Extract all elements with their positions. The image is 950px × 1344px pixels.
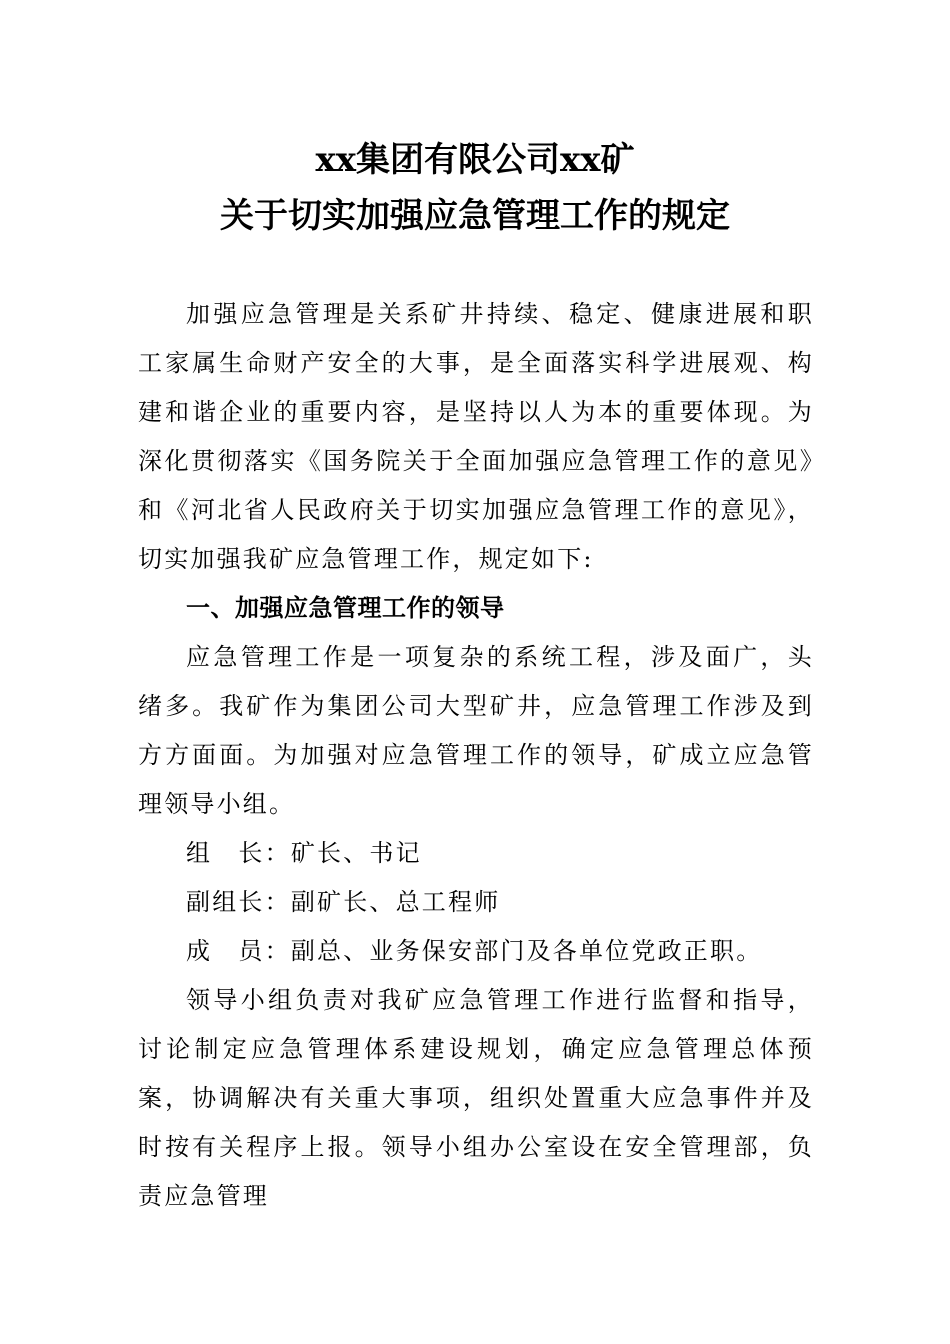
member-row-leader: [138, 829, 814, 878]
section-1-paragraph-2: 领导小组负责对我矿应急管理工作进行监督和指导，讨论制定应急管理体系建设规划，确定应急管理总体预案，协调解决有关重大事项，组织处置重大应急事件并及时按有关程序上报。领导小组办公室设在安全管理部，负责应急管理: [138, 986, 814, 1210]
member-row-deputy-leader: [138, 878, 814, 927]
section-1-heading: 一、加强应急管理工作的领导: [186, 594, 505, 622]
section-1-paragraph-1: 应急管理工作是一项复杂的系统工程，涉及面广，头绪多。我矿作为集团公司大型矿井，应急管理工作涉及到方方面面。为加强对应急管理工作的领导，矿成立应急管理领导小组。: [138, 643, 814, 818]
document-body: [138, 290, 814, 1221]
member-value: 副总、业务保安部门及各单位党政正职。: [290, 937, 763, 965]
member-label: 成 员：: [186, 937, 291, 965]
member-row-members: [138, 927, 814, 976]
member-value: 副矿长、总工程师: [290, 888, 501, 916]
document-title-line-1: xx集团有限公司xx矿: [315, 140, 635, 180]
member-label: 组 长：: [186, 839, 291, 867]
member-label: 副组长：: [186, 888, 291, 916]
member-value: 矿长、书记: [290, 839, 422, 867]
intro-paragraph: 加强应急管理是关系矿井持续、稳定、健康进展和职工家属生命财产安全的大事，是全面落实科学进展观、构建和谐企业的重要内容，是坚持以人为本的重要体现。为深化贯彻落实《国务院关于全面加强应急管理工作的意见》和《河北省人民政府关于切实加强应急管理工作的意见》，切实加强我矿应急管理工作，规定如下:: [138, 300, 814, 573]
document-title-line-2: 关于切实加强应急管理工作的规定: [220, 196, 730, 236]
